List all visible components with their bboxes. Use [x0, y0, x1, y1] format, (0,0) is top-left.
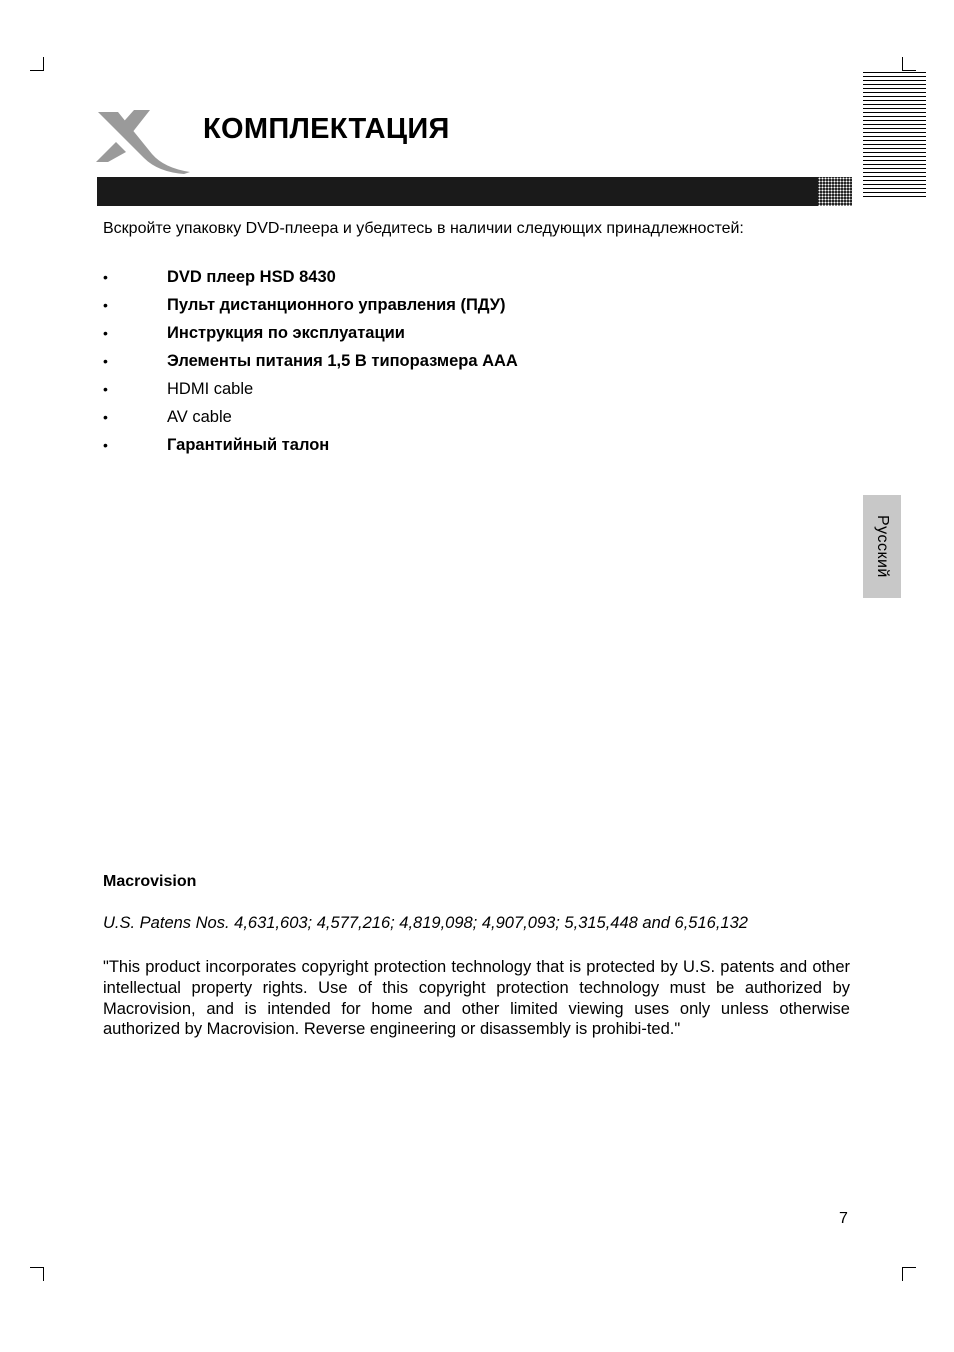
bullet: •: [103, 381, 108, 397]
crop-mark-bottom-right: [902, 1267, 903, 1281]
crop-mark-top-right: [902, 70, 916, 71]
page-number: 7: [839, 1210, 848, 1227]
list-item-text: AV cable: [167, 408, 232, 426]
list-item-text: Пульт дистанционного управления (ПДУ): [167, 296, 506, 314]
crop-mark-top-left: [43, 57, 44, 71]
list-item-text: Элементы питания 1,5 В типоразмера AAA: [167, 352, 518, 370]
list-item-text: Гарантийный талон: [167, 436, 330, 454]
intro-text: Вскройте упаковку DVD-плеера и убедитесь в наличии следующих принадлежностей:: [103, 220, 744, 237]
copyright-notice: "This product incorporates copyright protection technology that is protected by U.S. patents and other intellectual property rights. Use of this copyright protection technology must be authorized by Macrovision, and is intended for home and other limited viewing uses only unless otherwise authorized by Macrovision. Reverse engineering or disassembly is prohibi-ted.": [103, 958, 850, 1039]
bullet: •: [103, 269, 108, 285]
page-title: КОМПЛЕКТАЦИЯ: [203, 113, 450, 145]
bullet: •: [103, 297, 108, 313]
crop-mark-top-left: [30, 70, 44, 71]
crop-mark-bottom-right: [902, 1267, 916, 1268]
crop-mark-top-right: [902, 57, 903, 71]
bullet: •: [103, 437, 108, 453]
header-bar: [97, 177, 852, 206]
bullet: •: [103, 353, 108, 369]
patent-numbers: U.S. Patens Nos. 4,631,603; 4,577,216; 4,819,098; 4,907,093; 5,315,448 and 6,516,132: [103, 914, 748, 932]
list-item-text: HDMI cable: [167, 380, 254, 398]
decorative-lines: [863, 72, 926, 200]
language-tab: [863, 495, 901, 598]
language-tab-label: Русский: [874, 515, 891, 578]
crop-mark-bottom-left: [30, 1267, 44, 1268]
bullet: •: [103, 325, 108, 341]
macrovision-heading: Macrovision: [103, 873, 197, 890]
brand-x-logo: [94, 104, 194, 176]
list-item-text: Инструкция по эксплуатации: [167, 324, 405, 342]
list-item-text: DVD плеер HSD 8430: [167, 268, 336, 286]
header-bar-dot-pattern: [818, 177, 852, 206]
bullet: •: [103, 409, 108, 425]
crop-mark-bottom-left: [43, 1267, 44, 1281]
